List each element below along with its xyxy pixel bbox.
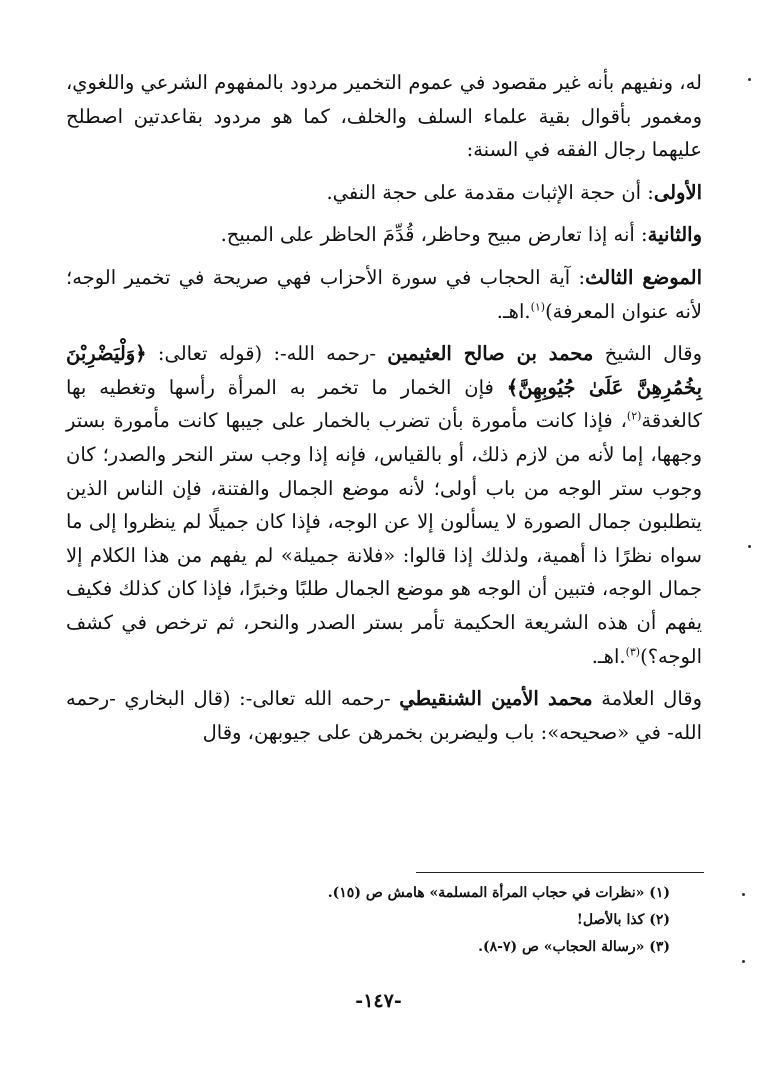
bold-label: محمد الأمين الشنقيطي (399, 687, 593, 711)
uthaymeen-text-a: فإن الخمار ما تخمر به المرأة رأسها وتغطيه بها كالغدقة (66, 375, 702, 433)
footnote-1: (١) «نظرات في حجاب المرأة المسلمة» هامش ص (١٥). (327, 885, 670, 901)
paragraph-first-rule (66, 176, 702, 210)
paragraph-intro: له، ونفيهم بأنه غير مقصود في عموم التخمير مردود بالمفهوم الشرعي واللغوي، ومغمور بأقوال بقية علماء السلف والخلف، كما هو مردود بقاعدتين اصطلح عليهما رجال الفقه في السنة: (66, 71, 702, 162)
footnote-ref-3: (٣) (625, 645, 641, 658)
footnote-ref-2: (٢) (626, 409, 642, 423)
paragraph-uthaymeen (66, 337, 702, 673)
paragraph-shanqiti (66, 682, 702, 749)
scan-speck (742, 960, 745, 963)
footnotes (150, 880, 670, 961)
uthaymeen-intro: وقال الشيخ محمد بن صالح العثيمين -رحمه الله-: (قوله تعالى: (157, 342, 702, 366)
third-position-text: الموضع الثالث: آية الحجاب في سورة الأحزاب فهي صريحة في تخمير الوجه؛ لأنه عنوان المعرفة) (66, 265, 702, 323)
bold-label: الأولى (653, 180, 702, 204)
scan-speck (748, 545, 751, 548)
first-rule-text: الأولى: أن حجة الإثبات مقدمة على حجة النفي. (326, 180, 702, 204)
footnote-2: (٢) كذا بالأصل! (576, 912, 670, 928)
paragraph-second-rule (66, 218, 702, 252)
end-mark-2: .اهـ. (591, 644, 626, 668)
footnote-divider (416, 872, 704, 873)
footnote-ref-1: (١) (530, 300, 546, 314)
scan-speck (748, 78, 751, 81)
end-mark-1: .اهـ. (496, 299, 531, 323)
bold-label: الموضع الثالث (585, 265, 702, 289)
shanqiti-text: وقال العلامة محمد الأمين الشنقيطي -رحمه الله تعالى-: (قال البخاري -رحمه الله- في «صحيحه»: باب وليضربن بخمرهن على جيوبهن، وقال (66, 687, 703, 744)
paragraph-third-position (66, 261, 702, 328)
quran-verse: ﴿وَلْيَضْرِبْنَ بِخُمُرِهِنَّ عَلَىٰ جُيُوبِهِنَّ﴾ (66, 342, 703, 399)
bold-label: محمد بن صالح العثيمين (387, 342, 594, 366)
footnote-3: (٣) «رسالة الحجاب» ص (٧-٨). (478, 939, 670, 955)
uthaymeen-text-b: ، فإذا كانت مأمورة بأن تضرب بالخمار على جيبها كانت مأمورة بستر وجهها، إما لأنه من لازم ذلك، أو بالقياس، فإنه إذا وجب ستر النحر والصدر؛ كان وجوب ستر الوجه من باب أولى؛ لأنه موضع الجمال والفتنة، فإن الناس الذين يتطلبون جمال الصورة لا يسألون إلا عن الوجه، فإذا كان جميلًا لم ينظروا إلى ما سواه نظرًا ذا أهمية، ولذلك إذا قالوا: «فلانة جميلة» لم يفهم من هذا الكلام إلا جمال الوجه، فتبين أن الوجه هو موضع الجمال طلبًا وخبرًا، فإذا كان كذلك فكيف يفهم أن هذه الشريعة الحكيمة تأمر بستر الصدر والنحر، ثم ترخص في كشف الوجه؟) (66, 409, 702, 668)
bold-label: والثانية (647, 223, 702, 247)
scan-speck (742, 893, 745, 896)
main-text (66, 66, 702, 749)
second-rule-text: والثانية: أنه إذا تعارض مبيح وحاظر، قُدِّمَ الحاظر على المبيح. (220, 223, 702, 247)
page-number: -١٤٧- (355, 990, 402, 1012)
